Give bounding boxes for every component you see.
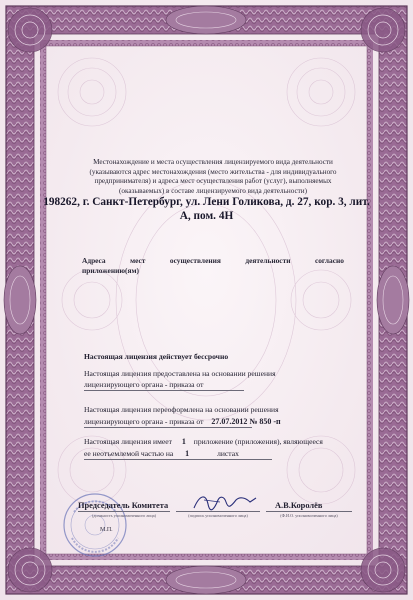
granted-basis-line2: лицензирующего органа - приказа от — [84, 380, 204, 389]
name-caption: (Ф.И.О. уполномоченного лица) — [280, 513, 338, 518]
appendix-pages: 1 — [185, 449, 190, 458]
signatory-name: А.В.Королёв — [275, 501, 323, 510]
appendix-line2 — [84, 448, 354, 459]
granted-basis-line1: Настоящая лицензия предоставлена на основании решения — [84, 369, 276, 378]
appendix-text-post: приложение (приложения), являющееся — [193, 437, 323, 446]
appendix-text-pre: Настоящая лицензия имеет — [84, 437, 172, 446]
license-address: 198262, г. Санкт-Петербург, ул. Лени Голикова, д. 27, кор. 3, лит. А, пом. 4Н — [43, 196, 370, 222]
reissued-basis-text: лицензирующего органа - приказа от — [84, 417, 204, 426]
name-underline — [266, 511, 352, 512]
reissued-underline — [84, 427, 252, 428]
appendix-pages-pre: ее неотъемлемой частью на — [84, 449, 174, 458]
title-underline — [78, 511, 170, 512]
signatory-title: Председатель Комитета — [78, 501, 169, 510]
validity-statement: Настоящая лицензия действует бессрочно — [84, 352, 229, 361]
reissued-basis-line1: Настоящая лицензия переоформлена на основании решения — [84, 405, 279, 414]
sign-underline — [176, 511, 260, 512]
sign-caption: (подпись уполномоченного лица) — [188, 513, 248, 518]
appendix-pages-post: листах — [217, 449, 239, 458]
appendix-underline — [84, 459, 272, 460]
seal-place-label: М.П. — [100, 527, 113, 533]
appendix-count: 1 — [181, 437, 186, 446]
location-label: Местонахождение и места осуществления лицензируемого вида деятельности (указываются адрес местонахождения (место жительства - для индивидуального предпринимателя) и адреса мест осуществления работ (услуг), выполняемых (оказываемых) в составе лицензируемого вида деятельности) — [89, 158, 337, 195]
granted-underline — [84, 390, 244, 391]
reissued-basis-line2 — [84, 416, 334, 427]
title-caption: (должность уполномоченного лица) — [91, 513, 157, 518]
activity-addresses-line1: Адреса мест осуществления деятельности согласно — [82, 256, 344, 265]
activity-addresses-line2: приложению(ям) — [82, 266, 139, 275]
appendix-line1 — [84, 436, 354, 447]
reissued-date: 27.07.2012 № 850 -п — [211, 417, 281, 426]
